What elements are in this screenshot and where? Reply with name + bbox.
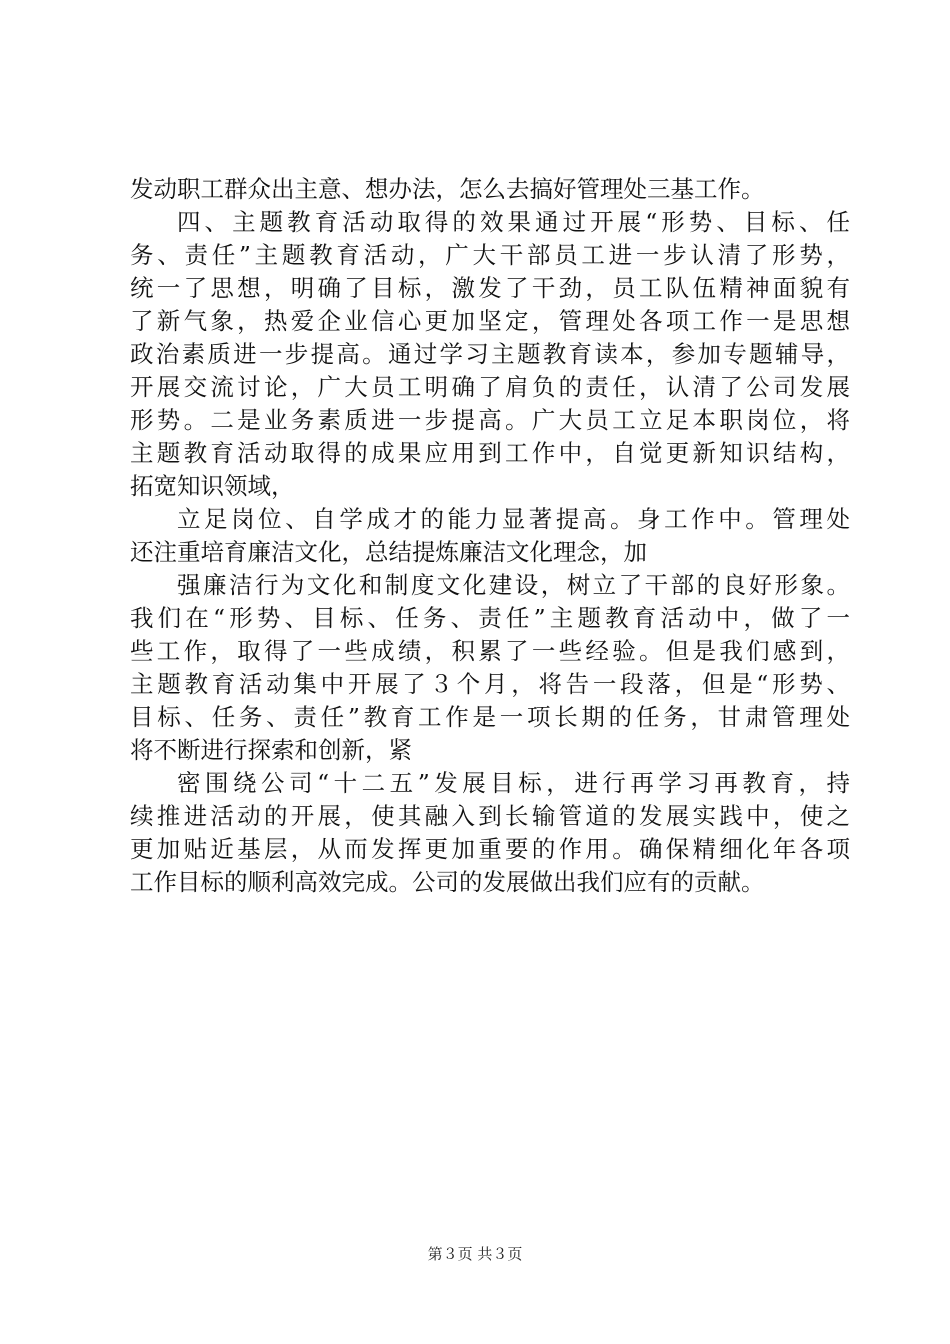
text-line: 立足岗位、自学成才的能力显著提高。身工作中。管理处 [177, 505, 850, 533]
text-line: 开展交流讨论，广大员工明确了肩负的责任，认清了公司发展 [130, 373, 850, 401]
text-line: 拓宽知识领域， [130, 472, 295, 500]
text-line: 形势。二是业务素质进一步提高。广大员工立足本职岗位，将 [130, 406, 850, 434]
text-line: 目标、任务、责任”教育工作是一项长期的任务，甘肃管理处 [130, 703, 850, 731]
text-line: 密围绕公司“十二五”发展目标，进行再学习再教育，持 [177, 769, 850, 797]
text-line: 续推进活动的开展，使其融入到长输管道的发展实践中，使之 [130, 802, 850, 830]
text-line: 了新气象，热爱企业信心更加坚定，管理处各项工作一是思想 [130, 307, 850, 335]
text-line: 发动职工群众出主意、想办法，怎么去搞好管理处三基工作。 [130, 175, 765, 203]
text-line: 务、责任”主题教育活动，广大干部员工进一步认清了形势， [130, 241, 850, 269]
text-line: 我们在“形势、目标、任务、责任”主题教育活动中，做了一 [130, 604, 850, 632]
text-line: 四、主题教育活动取得的效果通过开展“形势、目标、任 [177, 208, 850, 236]
text-line: 政治素质进一步提高。通过学习主题教育读本，参加专题辅导， [130, 340, 850, 368]
text-line: 统一了思想，明确了目标，激发了干劲，员工队伍精神面貌有 [130, 274, 850, 302]
text-line: 主题教育活动集中开展了３个月，将告一段落，但是“形势、 [130, 670, 850, 698]
text-line: 强廉洁行为文化和制度文化建设，树立了干部的良好形象。 [177, 571, 850, 599]
text-line: 些工作，取得了一些成绩，积累了一些经验。但是我们感到， [130, 637, 850, 665]
text-line: 将不断进行探索和创新，紧 [130, 736, 412, 764]
text-line: 更加贴近基层，从而发挥更加重要的作用。确保精细化年各项 [130, 835, 850, 863]
text-line: 还注重培育廉洁文化，总结提炼廉洁文化理念，加 [130, 538, 647, 566]
page-number-footer: 第３页 共３页 [427, 1245, 523, 1263]
text-line: 主题教育活动取得的成果应用到工作中，自觉更新知识结构， [130, 439, 850, 467]
text-line: 工作目标的顺利高效完成。公司的发展做出我们应有的贡献。 [130, 868, 765, 896]
